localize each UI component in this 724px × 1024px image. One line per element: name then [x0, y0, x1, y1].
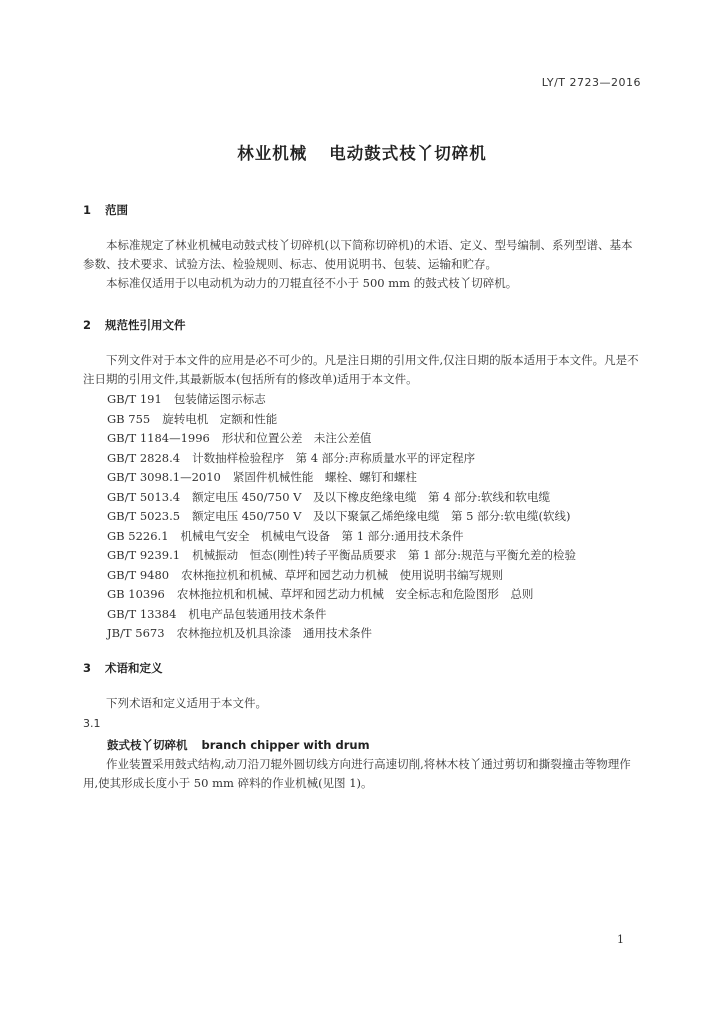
reference-item: GB/T 5013.4 额定电压 450/750 V 及以下橡皮绝缘电缆 第 4 部分:软线和软电缆: [107, 489, 550, 504]
term-heading: [107, 737, 370, 753]
reference-item: GB/T 1184—1996 形状和位置公差 未注公差值: [107, 431, 372, 445]
section-heading-normative-references: 2 规范性引用文件: [83, 318, 186, 332]
section-heading-terms: 3 术语和定义: [83, 661, 163, 675]
reference-item: GB/T 9480 农林拖拉机和机械、草坪和园艺动力机械 使用说明书编写规则: [107, 567, 504, 582]
normative-intro-paragraph: 下列文件对于本文件的应用是必不可少的。凡是注日期的引用文件,仅注日期的版本适用于本文件。凡是不注日期的引用文件,其最新版本(包括所有的修改单)适用于本文件。: [83, 353, 639, 386]
document-title: [0, 140, 724, 164]
section-heading-scope: 1 范围: [83, 203, 128, 217]
standard-code: LY/T 2723—2016: [541, 76, 641, 89]
term-number: 3.1: [83, 717, 101, 730]
scope-paragraph-1: 本标准规定了林业机械电动鼓式枝丫切碎机(以下简称切碎机)的术语、定义、型号编制、系列型谱、基本参数、技术要求、试验方法、检验规则、标志、使用说明书、包装、运输和贮存。: [83, 238, 633, 271]
reference-item: GB 5226.1 机械电气安全 机械电气设备 第 1 部分:通用技术条件: [107, 528, 464, 543]
reference-item: GB 755 旋转电机 定额和性能: [107, 411, 278, 426]
reference-item: JB/T 5673 农林拖拉机及机具涂漆 通用技术条件: [107, 626, 373, 640]
term-chinese: 鼓式枝丫切碎机: [107, 738, 188, 752]
page-number: 1: [617, 933, 624, 946]
title-part-2: 电动鼓式枝丫切碎机: [329, 144, 487, 163]
reference-item: GB/T 2828.4 计数抽样检验程序 第 4 部分:声称质量水平的评定程序: [107, 450, 476, 465]
terms-intro-paragraph: 下列术语和定义适用于本文件。: [106, 696, 267, 710]
reference-item: GB/T 5023.5 额定电压 450/750 V 及以下聚氯乙烯绝缘电缆 第 5 部分:软电缆(软线): [107, 509, 571, 523]
scope-paragraph-2: 本标准仅适用于以电动机为动力的刀辊直径不小于 500 mm 的鼓式枝丫切碎机。: [106, 276, 518, 290]
term-definition: 作业装置采用鼓式结构,动刀沿刀辊外圆切线方向进行高速切削,将林木枝丫通过剪切和撕裂撞击等物理作用,使其形成长度小于 50 mm 碎料的作业机械(见图 1)。: [83, 757, 631, 790]
reference-item: GB/T 9239.1 机械振动 恒态(刚性)转子平衡品质要求 第 1 部分:规范与平衡允差的检验: [107, 548, 577, 562]
reference-item: GB/T 13384 机电产品包装通用技术条件: [107, 606, 327, 621]
reference-item: GB 10396 农林拖拉机和机械、草坪和园艺动力机械 安全标志和危险图形 总则: [107, 587, 534, 601]
reference-item: GB/T 3098.1—2010 紧固件机械性能 螺栓、螺钉和螺柱: [107, 470, 417, 484]
reference-list: [107, 390, 647, 644]
term-english: branch chipper with drum: [201, 738, 370, 752]
title-part-1: 林业机械: [237, 144, 308, 163]
reference-item: GB/T 191 包装储运图示标志: [107, 392, 266, 406]
